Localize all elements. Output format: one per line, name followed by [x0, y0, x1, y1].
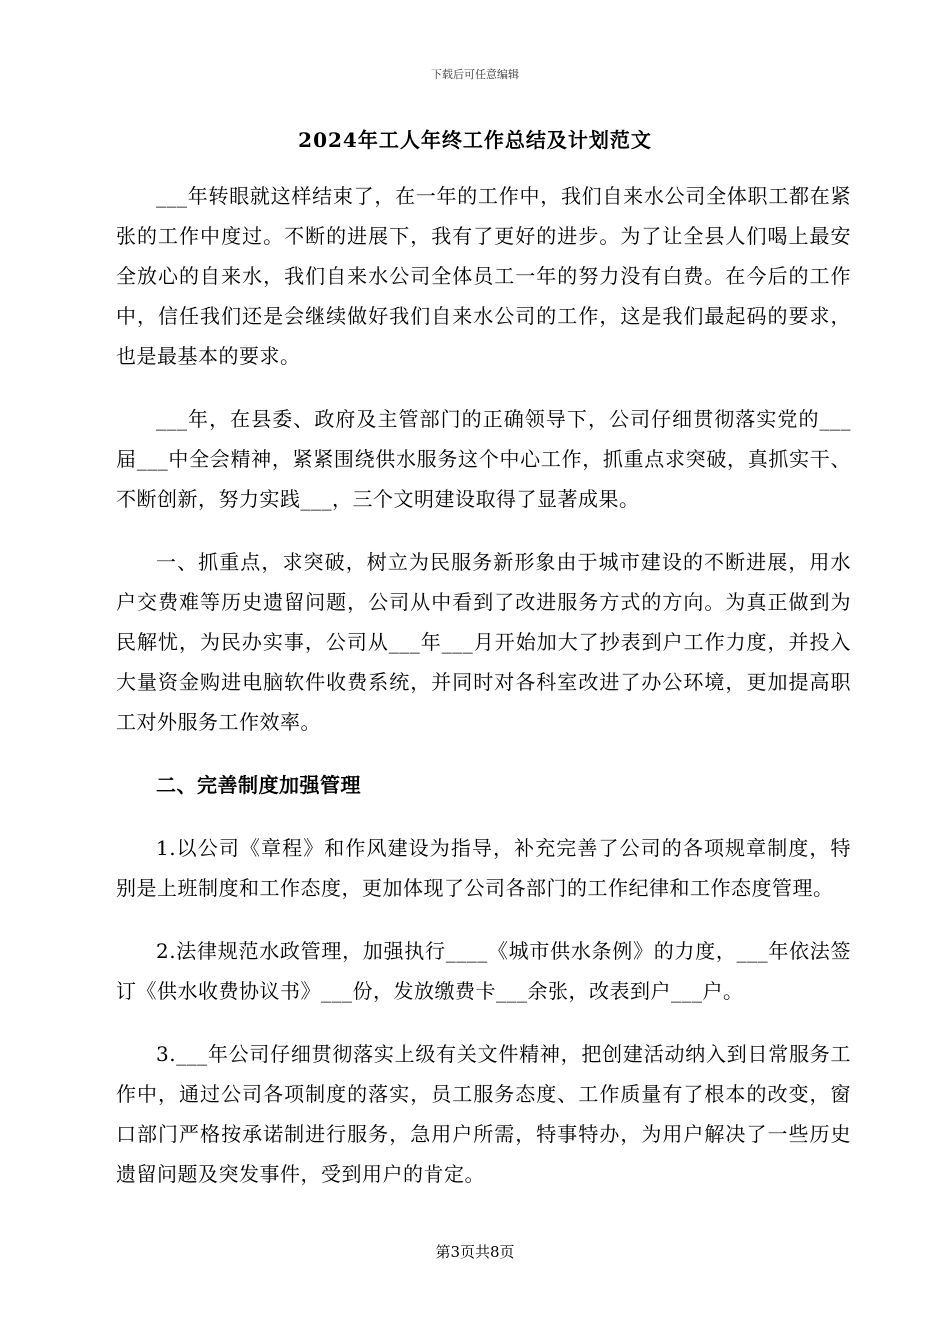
paragraph-section-one: 一、抓重点，求突破，树立为民服务新形象由于城市建设的不断进展，用水户交费难等历史遗留问题，公司从中看到了改进服务方式的方向。为真正做到为民解忧，为民办实事，公司从___年___月开始加大了抄表到户工作力度，并投入大量资金购进电脑软件收费系统，并同时对各科室改进了办公环境，更加提高职工对外服务工作效率。: [116, 550, 851, 734]
paragraph-intro: ___年转眼就这样结束了，在一年的工作中，我们自来水公司全体职工都在紧张的工作中度过。不断的进展下，我有了更好的进步。为了让全县人们喝上最安全放心的自来水，我们自来水公司全体员工一年的努力没有白费。在今后的工作中，信任我们还是会继续做好我们自来水公司的工作，这是我们最起码的要求，也是最基本的要求。: [116, 184, 851, 368]
document-body: [116, 176, 851, 1217]
header-note: 下载后可任意编辑: [431, 68, 519, 81]
paragraph-item-3: 3.___年公司仔细贯彻落实上级有关文件精神，把创建活动纳入到日常服务工作中，通过公司各项制度的落实，员工服务态度、工作质量有了根本的改变，窗口部门严格按承诺制进行服务，急用户所需，特事特办，为用户解决了一些历史遗留问题及突发事件，受到用户的肯定。: [116, 1042, 851, 1186]
page-number-footer: 第3页共8页: [435, 1243, 515, 1261]
document-title: 2024年工人年终工作总结及计划范文: [298, 128, 652, 152]
paragraph-item-1: 1.以公司《章程》和作风建设为指导，补充完善了公司的各项规章制度，特别是上班制度和工作态度，更加体现了公司各部门的工作纪律和工作态度管理。: [116, 836, 851, 900]
paragraph-leadership: ___年，在县委、政府及主管部门的正确领导下，公司仔细贯彻落实党的___届___中全会精神，紧紧围绕供水服务这个中心工作，抓重点求突破，真抓实干、不断创新，努力实践___，三个文明建设取得了显著成果。: [116, 407, 851, 511]
section-heading-two: 二、完善制度加强管理: [156, 773, 361, 797]
paragraph-item-2: 2.法律规范水政管理，加强执行____《城市供水条例》的力度，___年依法签订《供水收费协议书》___份，发放缴费卡___余张，改表到户___户。: [116, 939, 851, 1003]
